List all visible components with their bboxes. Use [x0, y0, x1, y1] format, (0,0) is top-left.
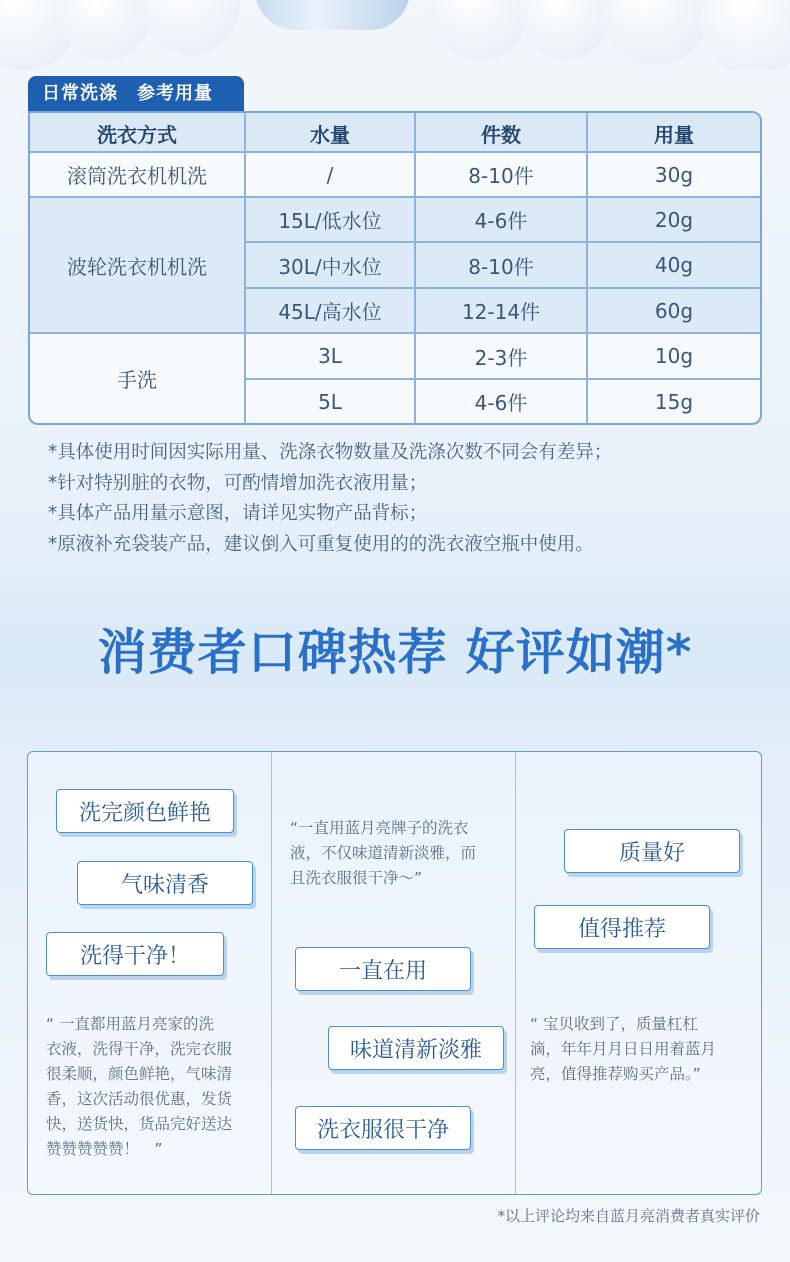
method-hand: 手洗: [117, 368, 157, 392]
table-cell: 3L: [318, 344, 342, 368]
review-tag: 气味清香: [77, 861, 253, 905]
table-cell: 4-6件: [474, 209, 528, 233]
note-line: *具体产品用量示意图，请详见实物产品背标；: [48, 503, 428, 524]
dosage-table: [28, 111, 762, 425]
review-text-1: “ 一直都用蓝月亮家的洗 衣液，洗得干净，洗完衣服 很柔顺，颜色鲜艳，气味清 香，这次活动很优惠，发货 快，送货快，货品完好送达 赞赞赞赞赞！ ”: [46, 1015, 233, 1158]
table-cell: 5L: [318, 389, 342, 414]
review-tag: 洗衣服很干净: [295, 1106, 471, 1150]
table-cell: 8-10件: [468, 164, 534, 188]
table-cell: 45L/高水位: [278, 300, 382, 324]
table-cell: 40g: [654, 253, 694, 277]
header-dose: 用量: [654, 122, 694, 147]
table-cell: 12-14件: [461, 300, 541, 324]
table-cell: 30g: [654, 162, 694, 187]
column-divider: [271, 752, 272, 1194]
table-tag: 日常洗涤 参考用量: [28, 76, 244, 112]
table-cell: 2-3件: [474, 345, 528, 370]
review-tag: 质量好: [564, 829, 740, 873]
column-divider: [515, 752, 516, 1194]
review-text-2: “一直用蓝月亮牌子的洗衣 液，不仅味道清新淡雅，而 且洗衣服很干净～”: [290, 819, 477, 887]
method-pulsator: 波轮洗衣机机洗: [67, 254, 207, 279]
table-cell: 30L/中水位: [278, 254, 382, 279]
section-headline: 消费者口碑热荐 好评如潮*: [97, 624, 693, 681]
table-cell: 15g: [654, 389, 694, 414]
header-water: 水量: [310, 122, 350, 147]
table-cell: /: [326, 162, 334, 187]
review-tag: 洗得干净！: [46, 932, 224, 976]
top-decoration: [0, 0, 790, 70]
table-cell: 4-6件: [474, 391, 528, 415]
header-items: 件数: [481, 122, 521, 147]
review-tag: 洗完颜色鲜艳: [56, 789, 234, 833]
note-line: *具体使用时间因实际用量、洗涤衣物数量及洗涤次数不同会有差异；: [48, 442, 613, 463]
review-footnote: *以上评论均来自蓝月亮消费者真实评价: [497, 1207, 760, 1225]
review-tag: 值得推荐: [534, 905, 710, 949]
review-tag: 一直在用: [295, 947, 471, 991]
review-tag: 味道清新淡雅: [328, 1026, 504, 1070]
table-cell: 20g: [654, 207, 694, 232]
usage-notes: [48, 438, 612, 560]
table-cell: 60g: [654, 298, 694, 323]
bottle-image: [255, 0, 410, 30]
note-line: *针对特别脏的衣物，可酌情增加洗衣液用量；: [48, 472, 428, 494]
table-cell: 10g: [654, 344, 694, 368]
table-cell: 8-10件: [468, 254, 534, 279]
header-method: 洗衣方式: [97, 122, 177, 147]
table-cell: 15L/低水位: [278, 209, 382, 233]
method-drum: 滚筒洗衣机机洗: [67, 164, 207, 188]
note-line: *原液补充袋装产品，建议倒入可重复使用的的洗衣液空瓶中使用。: [48, 533, 594, 555]
review-text-3: “ 宝贝收到了，质量杠杠 滴，年年月月日日用着蓝月 亮，值得推荐购买产品。”: [530, 1015, 717, 1083]
